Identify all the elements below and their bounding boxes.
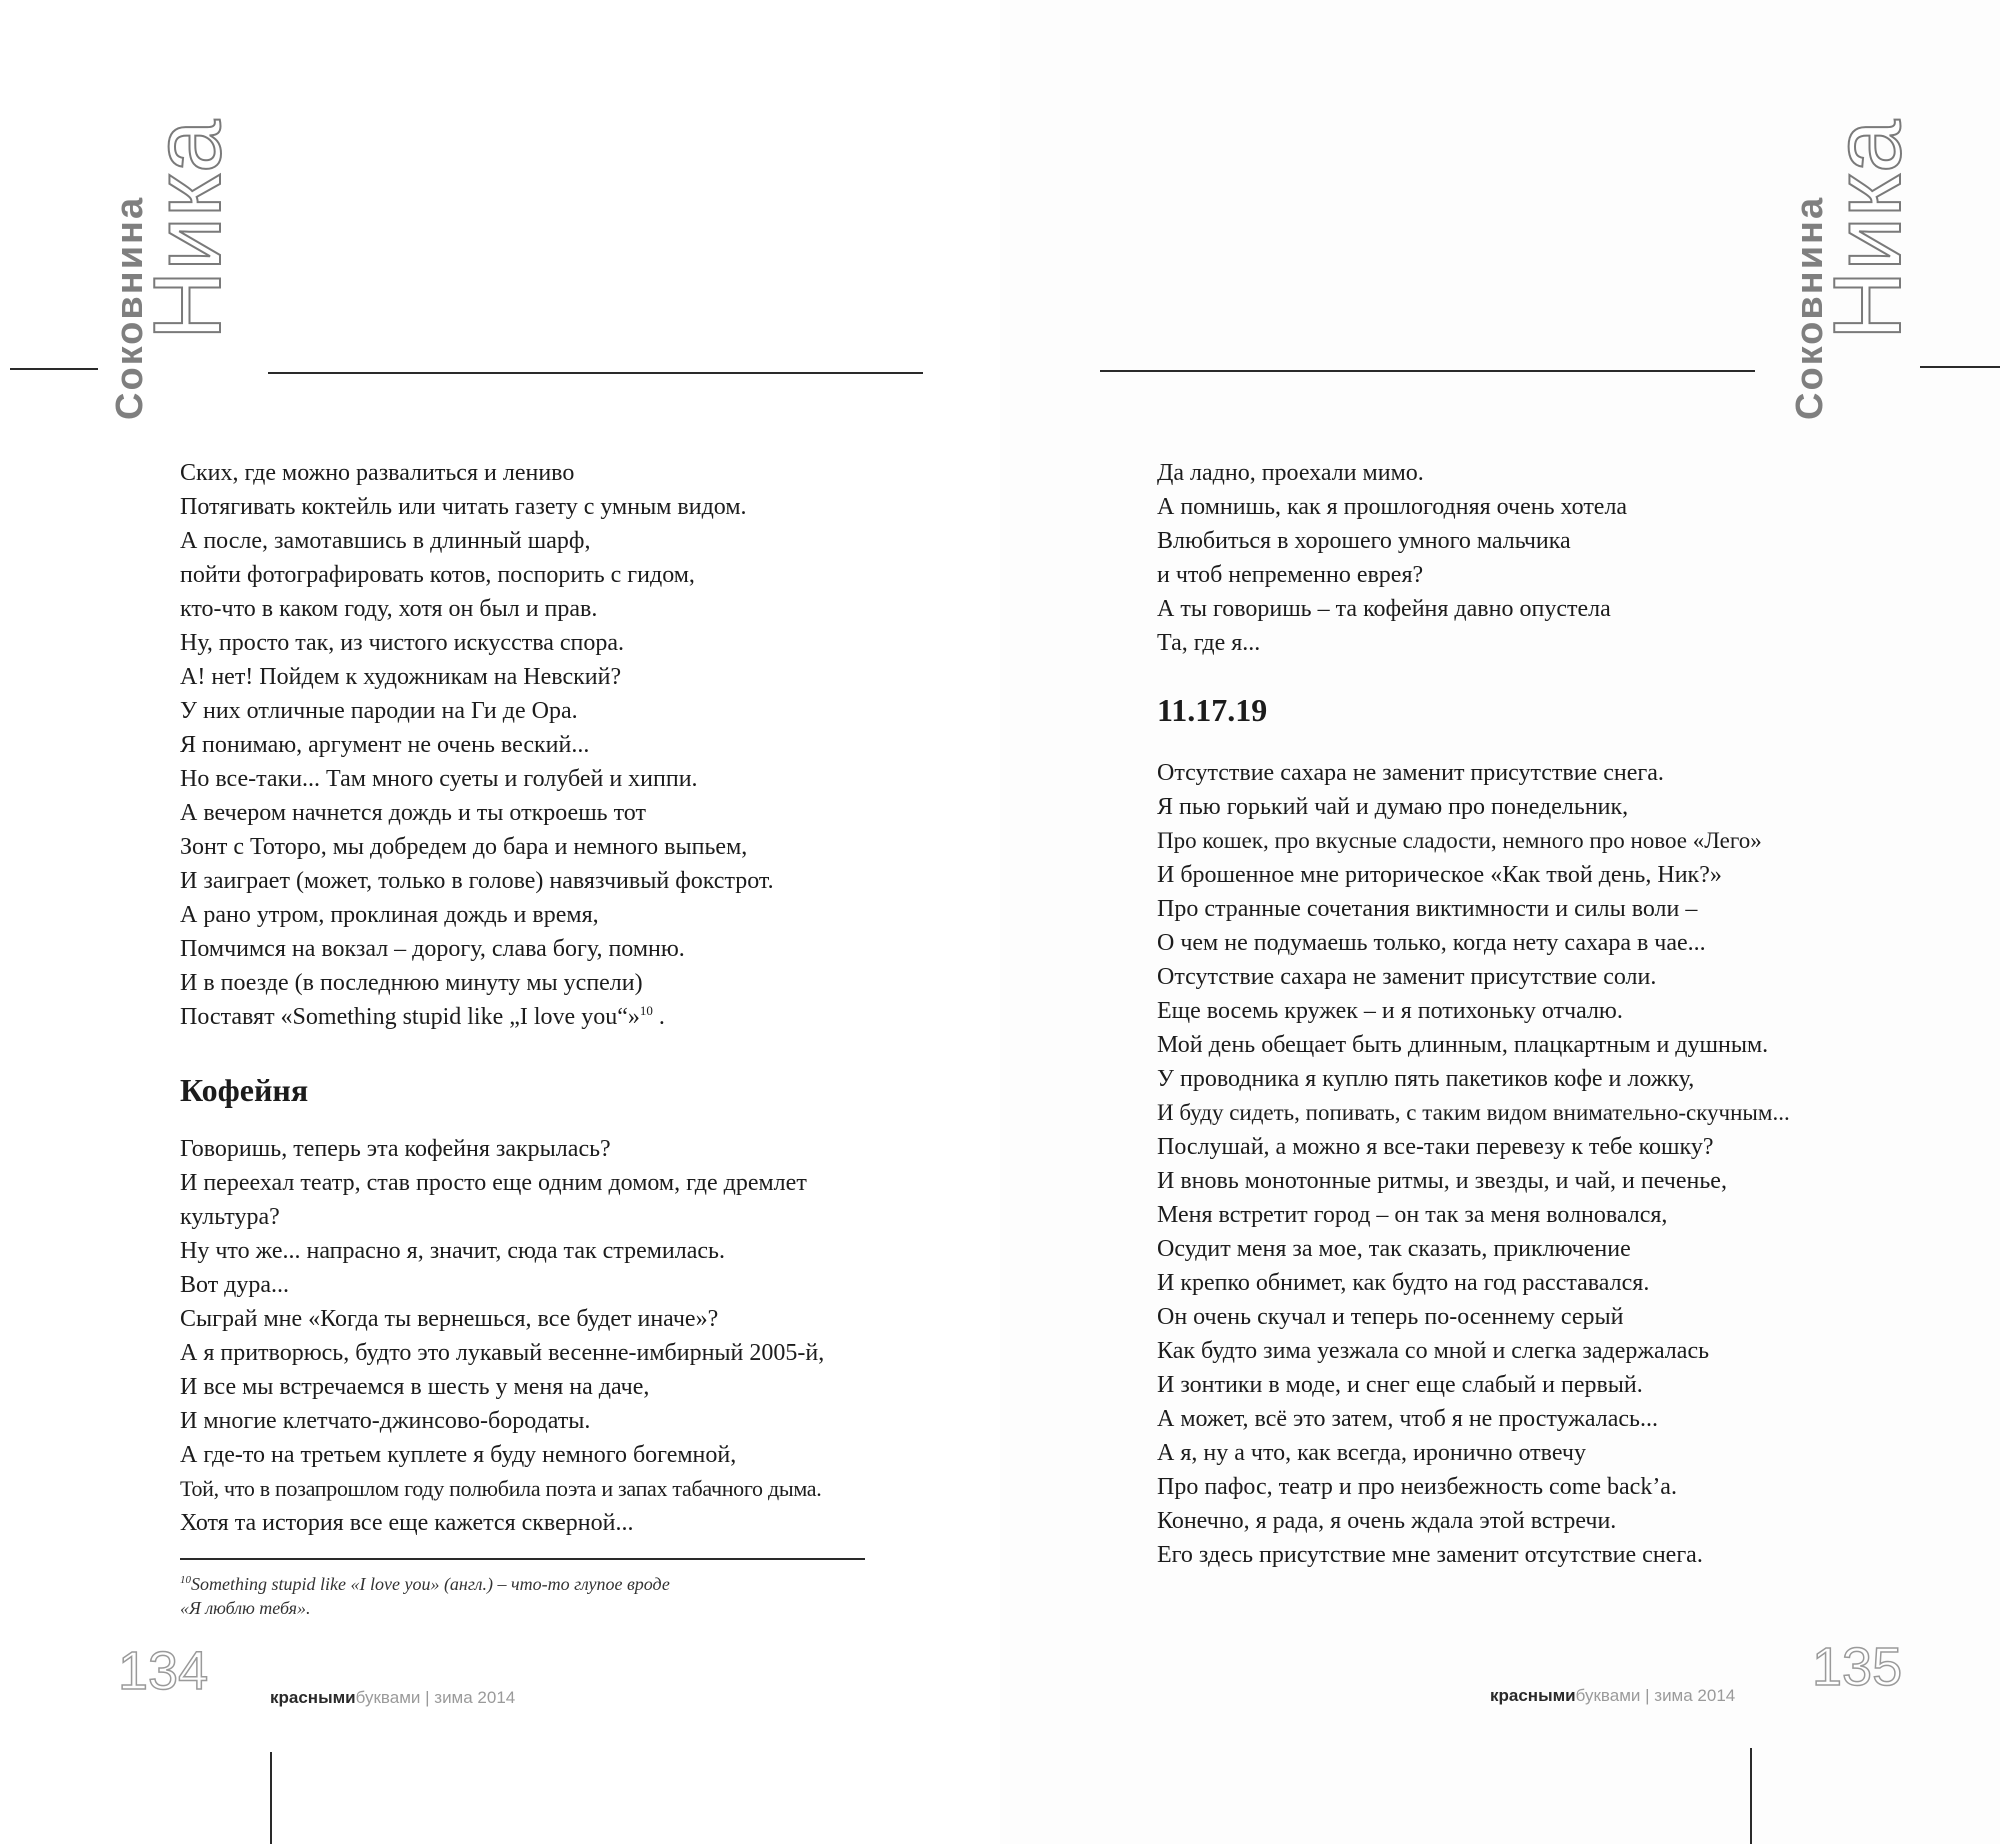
header-rule	[268, 372, 923, 374]
poem-line: Отсутствие сахара не заменит присутствие соли.	[1157, 964, 1657, 990]
poem-line: Говоришь, теперь эта кофейня закрылась?	[180, 1136, 611, 1162]
poem-line: И многие клетчато-джинсово-бородаты.	[180, 1408, 591, 1434]
poem-continuation	[180, 456, 774, 1034]
poem-line: У них отличные пародии на Ги де Ора.	[180, 698, 578, 724]
header-rule-outer	[1920, 366, 2000, 368]
poem-line: и чтоб непременно еврея?	[1157, 562, 1424, 588]
poem-line: И переехал театр, став просто еще одним домом, где дремлет	[180, 1170, 807, 1196]
author-first-name: Ника	[134, 120, 241, 341]
poem-line: Ну что же... напрасно я, значит, сюда так стремилась.	[180, 1238, 725, 1264]
poem-kofeinya-end	[1157, 456, 1627, 660]
footnote	[180, 1568, 670, 1620]
poem-line: У проводника я куплю пять пакетиков кофе и ложку,	[1157, 1066, 1695, 1092]
footnote-line	[180, 1568, 670, 1596]
footnote-rule	[180, 1558, 865, 1560]
poem-line: И в поезде (в последнюю минуту мы успели)	[180, 970, 643, 996]
poem-line: Его здесь присутствие мне заменит отсутствие снега.	[1157, 1542, 1703, 1568]
poem-line: Осудит меня за мое, так сказать, приключение	[1157, 1236, 1631, 1262]
magazine-part3: | зима 2014	[420, 1688, 516, 1707]
poem-line-tail: .	[652, 1004, 665, 1030]
page-number-left: 134	[118, 1641, 209, 1701]
poem-line: пойти фотографировать котов, поспорить с гидом,	[180, 562, 695, 588]
poem-title-kofeinya: Кофейня	[180, 1072, 309, 1108]
magazine-title-right	[1490, 1686, 1735, 1706]
poem-line: А может, всё это затем, чтоб я не простужалась...	[1157, 1406, 1658, 1432]
poem-line: А вечером начнется дождь и ты откроешь тот	[180, 800, 646, 826]
author-last-name: Соковнина	[1789, 195, 1831, 420]
right-page	[1000, 0, 2000, 1844]
magazine-part3: | зима 2014	[1640, 1686, 1736, 1705]
poem-line: И заиграет (может, только в голове) навязчивый фокстрот.	[180, 868, 774, 894]
poem-line: Меня встретит город – он так за меня волновался,	[1157, 1202, 1668, 1228]
author-last-name: Соковнина	[109, 195, 151, 420]
poem-line: Мой день обещает быть длинным, плацкартным и душным.	[1157, 1032, 1769, 1058]
header-rule-outer	[10, 368, 98, 370]
magazine-part1: красными	[270, 1688, 356, 1707]
poem-line: А ты говоришь – та кофейня давно опустела	[1157, 596, 1611, 622]
poem-line: Ских, где можно развалиться и лениво	[180, 460, 575, 486]
poem-11-17-19	[1157, 756, 1790, 1572]
poem-line: А помнишь, как я прошлогодняя очень хотела	[1157, 494, 1628, 520]
poem-line: культура?	[180, 1204, 280, 1230]
poem-line: Помчимся на вокзал – дорогу, слава богу, помню.	[180, 936, 685, 962]
poem-line: Та, где я...	[1157, 630, 1261, 656]
magazine-part2: буквами	[1575, 1686, 1641, 1705]
author-name-right	[1789, 120, 1921, 440]
poem-line: Я пью горький чай и думаю про понедельник,	[1157, 794, 1629, 820]
poem-line: И вновь монотонные ритмы, и звезды, и чай, и печенье,	[1157, 1168, 1727, 1194]
poem-line: Но все-таки... Там много суеты и голубей и хиппи.	[180, 766, 698, 792]
poem-title-date: 11.17.19	[1157, 692, 1268, 728]
poem-line: О чем не подумаешь только, когда нету сахара в чае...	[1157, 930, 1706, 956]
poem-kofeinya	[180, 1132, 824, 1540]
bottom-vline-left	[270, 1752, 272, 1844]
poem-line: Про кошек, про вкусные сладости, немного про новое «Лего»	[1157, 828, 1762, 853]
poem-line: Сыграй мне «Когда ты вернешься, все будет иначе»?	[180, 1306, 719, 1332]
author-name-left	[109, 120, 241, 440]
poem-line: Потягивать коктейль или читать газету с умным видом.	[180, 494, 747, 520]
poem-line: А рано утром, проклиная дождь и время,	[180, 902, 599, 928]
magazine-title-left	[270, 1688, 515, 1708]
poem-line: А где-то на третьем куплете я буду немного богемной,	[180, 1442, 737, 1468]
poem-line: Про пафос, театр и про неизбежность come back’а.	[1157, 1474, 1677, 1500]
poem-line: Я понимаю, аргумент не очень веский...	[180, 732, 590, 758]
author-first-name: Ника	[1814, 120, 1921, 341]
poem-line: Хотя та история все еще кажется скверной...	[180, 1510, 634, 1536]
poem-line: Послушай, а можно я все-таки перевезу к тебе кошку?	[1157, 1134, 1714, 1160]
poem-line: А я, ну а что, как всегда, иронично отвечу	[1157, 1440, 1586, 1466]
poem-line: кто-что в каком году, хотя он был и прав.	[180, 596, 598, 622]
poem-line: Зонт с Тоторо, мы добредем до бара и немного выпьем,	[180, 834, 748, 860]
poem-line: И все мы встречаемся в шесть у меня на даче,	[180, 1374, 650, 1400]
footnote-ref[interactable]: 10	[639, 1003, 653, 1018]
poem-line: И крепко обнимет, как будто на год расставался.	[1157, 1270, 1650, 1296]
poem-line: А я притворюсь, будто это лукавый весенне-имбирный 2005-й,	[180, 1340, 825, 1366]
poem-line: Еще восемь кружек – и я потихоньку отчалю.	[1157, 998, 1623, 1024]
poem-line: Да ладно, проехали мимо.	[1157, 460, 1424, 486]
poem-line: Той, что в позапрошлом году полюбила поэта и запах табачного дыма.	[180, 1476, 822, 1501]
header-rule	[1100, 370, 1755, 372]
poem-line: Вот дура...	[180, 1272, 290, 1298]
footnote-line: «Я люблю тебя».	[180, 1598, 311, 1618]
poem-line: Ну, просто так, из чистого искусства спора.	[180, 630, 625, 656]
poem-line: Отсутствие сахара не заменит присутствие снега.	[1157, 760, 1664, 786]
poem-line: И брошенное мне риторическое «Как твой день, Ник?»	[1157, 862, 1722, 888]
magazine-part1: красными	[1490, 1686, 1576, 1705]
poem-line: Как будто зима уезжала со мной и слегка задержалась	[1157, 1338, 1710, 1364]
poem-line: А после, замотавшись в длинный шарф,	[180, 528, 591, 554]
bottom-vline-right	[1750, 1748, 1752, 1844]
poem-line-last	[180, 1000, 774, 1034]
footnote-mark: 10	[180, 1574, 191, 1586]
footnote-text: Something stupid like «I love you» (англ.) – что-то глупое вроде	[191, 1574, 670, 1594]
poem-line: Влюбиться в хорошего умного мальчика	[1157, 528, 1571, 554]
poem-line: А! нет! Пойдем к художникам на Невский?	[180, 664, 622, 690]
poem-line-text: Поставят «Something stupid like „I love you“»	[180, 1004, 640, 1030]
poem-line: Про странные сочетания виктимности и силы воли –	[1157, 896, 1698, 922]
poem-line: Он очень скучал и теперь по-осеннему серый	[1157, 1304, 1624, 1330]
poem-line: Конечно, я рада, я очень ждала этой встречи.	[1157, 1508, 1617, 1534]
poem-line: И буду сидеть, попивать, с таким видом внимательно-скучным...	[1157, 1100, 1790, 1125]
page-number-right: 135	[1812, 1637, 1903, 1697]
poem-line: И зонтики в моде, и снег еще слабый и первый.	[1157, 1372, 1643, 1398]
magazine-part2: буквами	[355, 1688, 421, 1707]
